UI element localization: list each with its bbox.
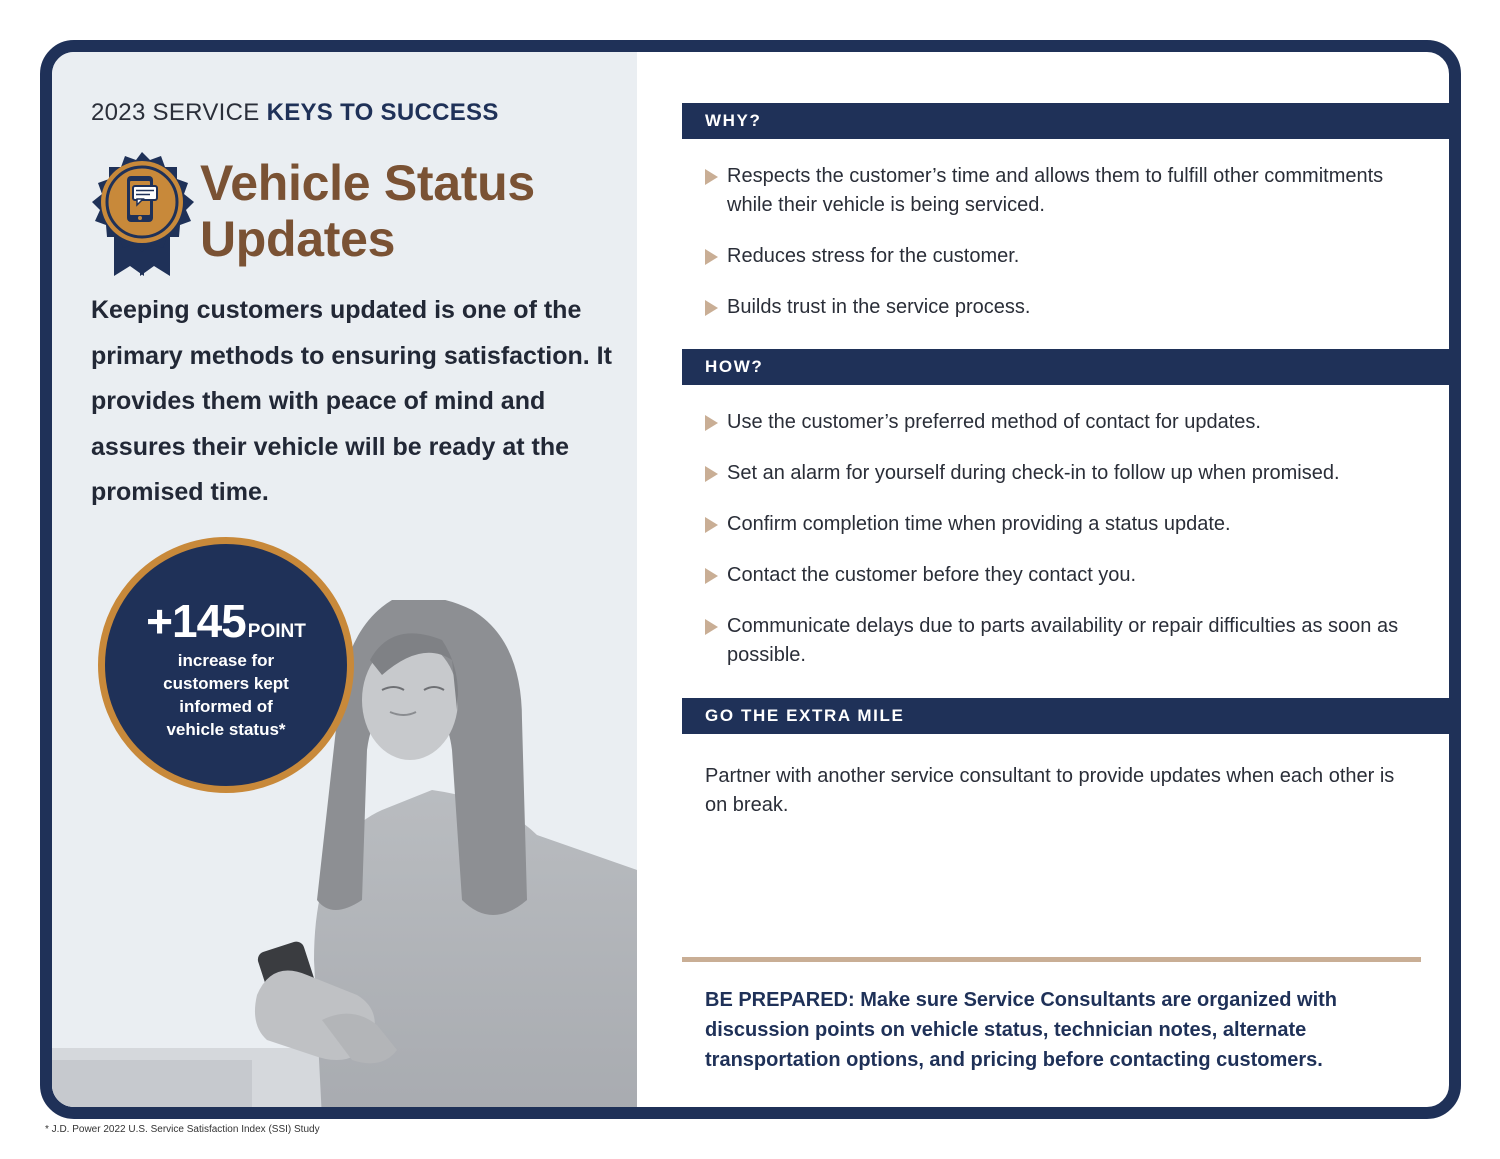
intro-text: Keeping customers updated is one of the primary methods to ensuring satisfaction. It provides them with peace of mind and assures their vehicle will be ready at the promised time. (91, 296, 612, 506)
how-heading: HOW? (682, 349, 1449, 385)
list-item: Reduces stress for the customer. (705, 242, 1405, 271)
bullet-triangle-icon (705, 517, 718, 533)
why-list (705, 162, 1405, 344)
list-item: Respects the customer’s time and allows them to fulfill other commitments while their vehicle is being serviced. (705, 162, 1405, 220)
divider (682, 957, 1421, 962)
stat-desc-line: customers kept (163, 674, 289, 693)
kicker-bold: KEYS TO SUCCESS (266, 99, 499, 126)
bullet-triangle-icon (705, 249, 718, 265)
list-item: Use the customer’s preferred method of contact for updates. (705, 408, 1405, 437)
footnote: * J.D. Power 2022 U.S. Service Satisfaction Index (SSI) Study (45, 1124, 320, 1135)
stat-desc-line: vehicle status* (166, 720, 286, 739)
stat-description (125, 649, 327, 741)
left-panel (52, 52, 637, 1107)
list-item: Set an alarm for yourself during check-in to follow up when promised. (705, 459, 1405, 488)
stat-circle (98, 537, 354, 793)
page-frame (40, 40, 1461, 1119)
bullet-triangle-icon (705, 169, 718, 185)
how-list (705, 408, 1405, 692)
why-heading: WHY? (682, 103, 1449, 139)
stat-desc-line: informed of (179, 697, 273, 716)
extra-mile-text: Partner with another service consultant to provide updates when each other is on break. (705, 765, 1395, 816)
stat-headline (105, 594, 347, 648)
right-panel (637, 52, 1449, 1107)
kicker-light: 2023 SERVICE (91, 99, 260, 126)
page-title (200, 155, 535, 267)
title-line-2: Updates (200, 211, 396, 267)
list-item: Communicate delays due to parts availability or repair difficulties as soon as possible. (705, 612, 1405, 670)
bullet-triangle-icon (705, 568, 718, 584)
extra-mile-heading: GO THE EXTRA MILE (682, 698, 1449, 734)
bullet-triangle-icon (705, 466, 718, 482)
bullet-triangle-icon (705, 619, 718, 635)
list-item: Confirm completion time when providing a status update. (705, 510, 1405, 539)
stat-value: +145 (146, 595, 246, 647)
list-item: Contact the customer before they contact you. (705, 561, 1405, 590)
stat-desc-line: increase for (177, 651, 275, 670)
bullet-triangle-icon (705, 415, 718, 431)
title-line-1: Vehicle Status (200, 155, 535, 211)
phone-message-badge-icon (90, 152, 194, 276)
bullet-triangle-icon (705, 300, 718, 316)
list-item: Builds trust in the service process. (705, 293, 1405, 322)
be-prepared-text: BE PREPARED: Make sure Service Consultants are organized with discussion points on vehicle status, technician notes, alternate transportation options, and pricing before contacting customers. (705, 989, 1338, 1071)
stat-unit: POINT (247, 621, 306, 642)
kicker (91, 99, 499, 127)
